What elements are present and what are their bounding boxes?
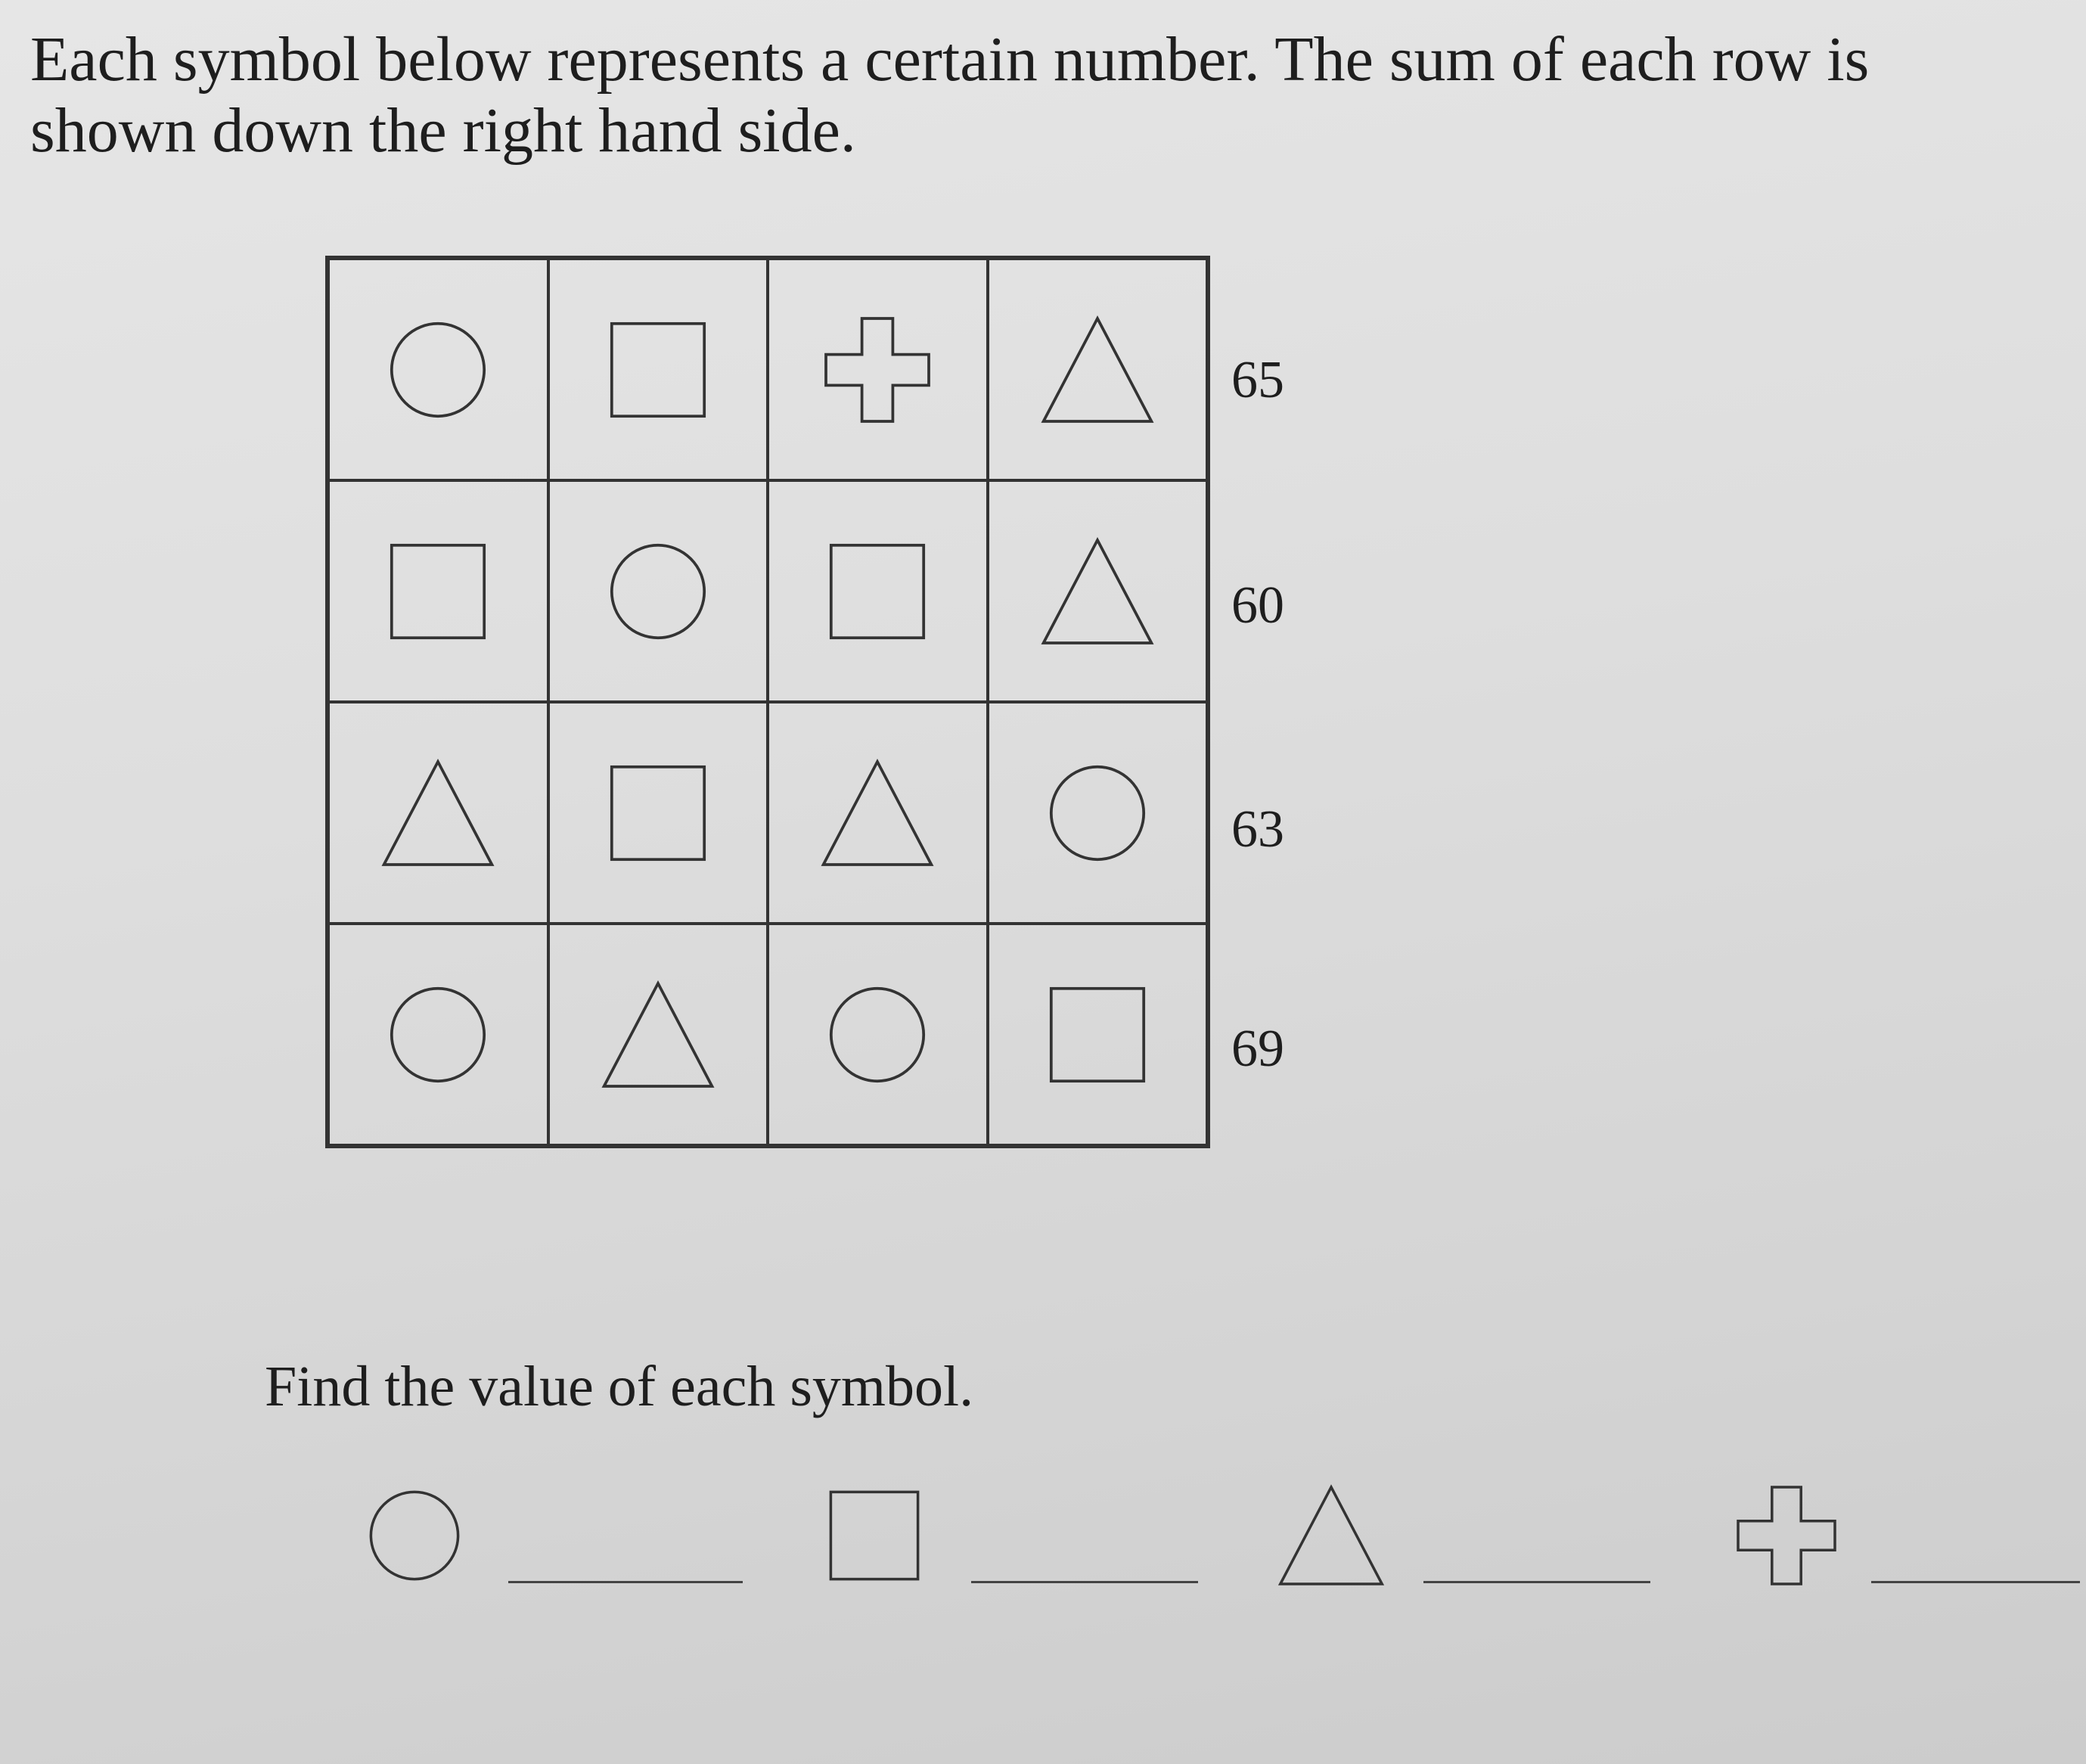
square-symbol — [594, 749, 722, 877]
answer-row — [0, 1475, 2086, 1596]
grid-cell-circle — [988, 702, 1208, 924]
square-symbol — [1033, 971, 1162, 1099]
grid-cell-circle — [768, 924, 988, 1145]
grid-cell-cross — [768, 259, 988, 480]
grid-cell-triangle — [328, 702, 548, 924]
cross-answer-symbol — [1726, 1475, 1847, 1596]
grid-cell-square — [548, 702, 768, 924]
square-symbol — [374, 527, 502, 656]
circle-answer-symbol — [354, 1475, 475, 1596]
grid-cell-square — [328, 480, 548, 702]
circle-symbol — [1033, 749, 1162, 877]
circle-symbol — [374, 971, 502, 1099]
grid-cell-triangle — [988, 259, 1208, 480]
grid-cell-circle — [328, 924, 548, 1145]
cross-symbol — [1726, 1475, 1847, 1596]
triangle-symbol — [813, 749, 942, 877]
row-sum: 69 — [1231, 1020, 1284, 1078]
grid-cell-circle — [548, 480, 768, 702]
grid-cell-triangle — [988, 480, 1208, 702]
triangle-symbol — [374, 749, 502, 877]
triangle-symbol — [1033, 527, 1162, 656]
cross-symbol — [813, 306, 942, 434]
grid-cell-square — [548, 259, 768, 480]
square-answer-blank[interactable] — [971, 1581, 1198, 1583]
triangle-symbol — [1033, 306, 1162, 434]
question-text: Find the value of each symbol. — [265, 1355, 974, 1418]
symbol-grid — [325, 256, 1210, 1148]
triangle-symbol — [594, 971, 722, 1099]
instruction-text: Each symbol below represents a certain number. The sum of each row is shown down the right hand side. — [30, 24, 1870, 166]
triangle-answer-symbol — [1271, 1475, 1392, 1596]
grid-cell-square — [768, 480, 988, 702]
row-sum: 63 — [1231, 800, 1284, 859]
square-symbol — [594, 306, 722, 434]
circle-symbol — [594, 527, 722, 656]
grid-cell-triangle — [548, 924, 768, 1145]
square-symbol — [814, 1475, 935, 1596]
square-symbol — [813, 527, 942, 656]
triangle-symbol — [1271, 1475, 1392, 1596]
row-sum: 65 — [1231, 351, 1284, 409]
grid-cell-square — [988, 924, 1208, 1145]
square-answer-symbol — [814, 1475, 935, 1596]
grid-cell-circle — [328, 259, 548, 480]
cross-answer-blank[interactable] — [1871, 1581, 2080, 1583]
row-sum: 60 — [1231, 576, 1284, 635]
circle-symbol — [374, 306, 502, 434]
grid-cell-triangle — [768, 702, 988, 924]
circle-symbol — [354, 1475, 475, 1596]
circle-answer-blank[interactable] — [508, 1581, 743, 1583]
triangle-answer-blank[interactable] — [1423, 1581, 1650, 1583]
circle-symbol — [813, 971, 942, 1099]
